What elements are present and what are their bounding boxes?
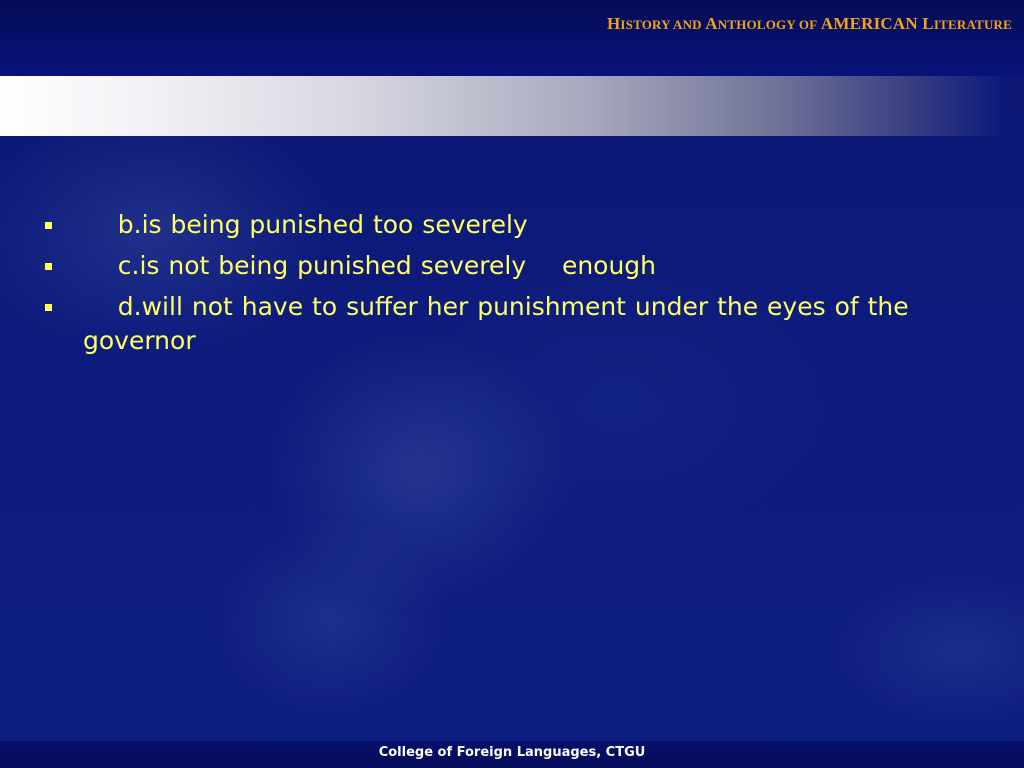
square-bullet-icon — [45, 304, 52, 311]
footer-text: College of Foreign Languages, CTGU — [378, 745, 646, 760]
square-bullet-icon — [45, 222, 52, 229]
square-bullet-icon — [45, 263, 52, 270]
header-band — [0, 0, 1024, 76]
bullet-list — [40, 208, 980, 365]
header-title-text: HISTORY AND ANTHOLOGY OF AMERICAN LITERATURE — [606, 14, 1012, 33]
list-item — [40, 290, 980, 358]
bullet-text: b.is being punished too severely — [83, 210, 528, 239]
footer-band — [0, 741, 1024, 768]
list-item — [40, 208, 980, 242]
bullet-text: d.will not have to suffer her punishment under the eyes of the governor — [83, 292, 918, 355]
bullet-text: c.is not being punished severely enough — [83, 251, 657, 280]
list-item — [40, 249, 980, 283]
slide-header-title — [607, 14, 1012, 34]
decorative-gradient-bar — [0, 76, 1000, 136]
